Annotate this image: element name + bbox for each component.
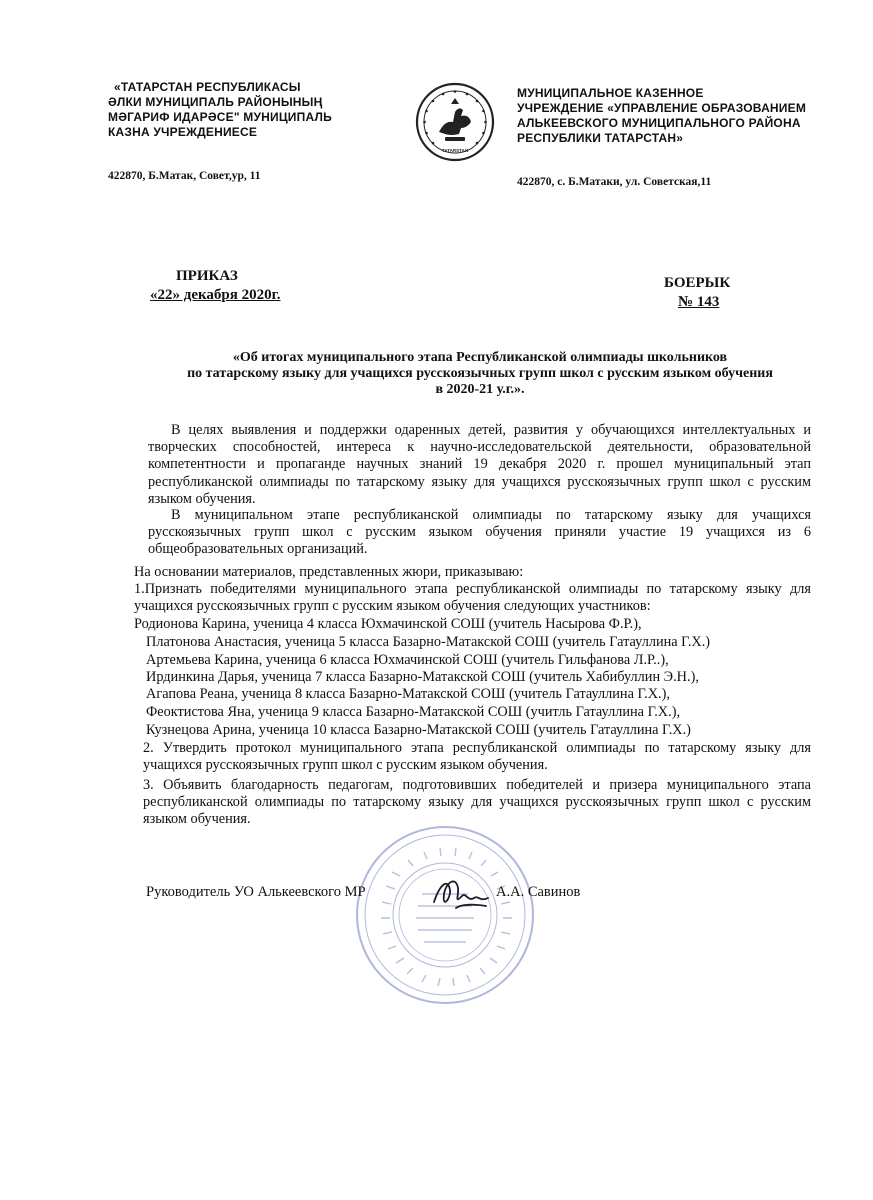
paragraph-participation: В муниципальном этапе республиканской олимпиады по татарскому языку для учащихся русскоязычных групп школ с русским языком обучения приняли участие 19 учащихся из 6 общеобразовательных организаций. — [148, 507, 811, 558]
header-left-line: ӘЛКИ МУНИЦИПАЛЬ РАЙОНЫНЫҢ — [108, 95, 323, 109]
header-left-address: 422870, Б.Матак, Совет,ур, 11 — [108, 170, 261, 182]
subject-line: «Об итогах муниципального этапа Республиканской олимпиады школьников — [232, 350, 728, 365]
subject-line: в 2020-21 у.г.». — [435, 382, 525, 397]
header-left-line: МӘГАРИФ ИДАРӘСЕ" МУНИЦИПАЛЬ — [108, 110, 332, 124]
signatory-position: Руководитель УО Алькеевского МР — [146, 884, 366, 900]
order-date: «22» декабря 2020г. — [150, 287, 281, 303]
signatory-name: А.А. Савинов — [496, 884, 581, 900]
winner-item: Ирдинкина Дарья, ученица 7 класса Базарно-Матакской СОШ (учитель Хабибуллин Э.Н.), — [146, 669, 699, 685]
winner-item: Феоктистова Яна, ученица 9 класса Базарно-Матакской СОШ (учитль Гатауллина Г.Х.), — [146, 704, 681, 720]
order-title-ru: ПРИКАЗ — [176, 268, 238, 284]
header-right-line: МУНИЦИПАЛЬНОЕ КАЗЕННОЕ — [517, 86, 704, 100]
header-right-address: 422870, с. Б.Матаки, ул. Советская,11 — [517, 176, 712, 188]
winner-item: Артемьева Карина, ученица 6 класса Юхмачинской СОШ (учитель Гильфанова Л.Р..), — [146, 652, 669, 668]
header-right-line: АЛЬКЕЕВСКОГО МУНИЦИПАЛЬНОГО РАЙОНА — [517, 116, 801, 130]
winner-item: Платонова Анастасия, ученица 5 класса Базарно-Матакской СОШ (учитель Гатауллина Г.Х.) — [146, 634, 711, 650]
emblem-text: TATARSTAN — [441, 148, 469, 153]
order-number: № 143 — [678, 294, 720, 310]
tatarstan-emblem — [415, 82, 495, 162]
header-right-line: РЕСПУБЛИКИ ТАТАРСТАН» — [517, 131, 684, 145]
order-title-tt: БОЕРЫК — [664, 275, 731, 291]
subject-line: по татарскому языку для учащихся русскоязычных групп школ с русским языком обучения — [187, 366, 773, 381]
header-left-block — [108, 80, 398, 140]
order-item-2: 2. Утвердить протокол муниципального этапа республиканской олимпиады по татарскому языку для учащихся русскоязычных групп школ с русским языком обучения. — [143, 740, 811, 774]
handwritten-signature — [428, 868, 498, 920]
header-right-block — [517, 86, 837, 146]
header-left-line: «ТАТАРСТАН РЕСПУБЛИКАСЫ — [114, 80, 301, 94]
winner-item: Агапова Реана, ученица 8 класса Базарно-Матакской СОШ (учитель Гатауллина Г.Х.), — [146, 686, 670, 702]
header-right-line: УЧРЕЖДЕНИЕ «УПРАВЛЕНИЕ ОБРАЗОВАНИЕМ — [517, 101, 807, 115]
winner-item: Кузнецова Арина, ученица 10 класса Базарно-Матакской СОШ (учитель Гатауллина Г.Х.) — [146, 722, 691, 738]
header-left-line: КАЗНА УЧРЕЖДЕНИЕСЕ — [108, 125, 258, 139]
order-item-1: 1.Признать победителями муниципального этапа республиканской олимпиады по татарскому языку для учащихся русскоязычных групп с русским языком обучения следующих участников: — [134, 581, 811, 615]
order-item-3: 3. Объявить благодарность педагогам, подготовивших победителей и призера муниципального этапа республиканской олимпиады по татарскому языку для учащихся русскоязычных групп школ с русским языком обучения. — [143, 777, 811, 828]
winner-item: Родионова Карина, ученица 4 класса Юхмачинской СОШ (учитель Насырова Ф.Р.), — [134, 616, 642, 632]
order-subject — [130, 350, 830, 398]
paragraph-basis: На основании материалов, представленных жюри, приказываю: — [134, 564, 524, 580]
paragraph-purpose: В целях выявления и поддержки одаренных детей, развития у обучающихся интеллектуальных и творческих способностей, интереса к научно-исследовательской деятельности, образовательной компетентности и пропаганде научных знаний 19 декабря 2020 г. прошел муниципальный этап республиканской олимпиады по татарскому языку для учащихся русскоязычных групп школ с русским языком обучения. — [148, 422, 811, 507]
